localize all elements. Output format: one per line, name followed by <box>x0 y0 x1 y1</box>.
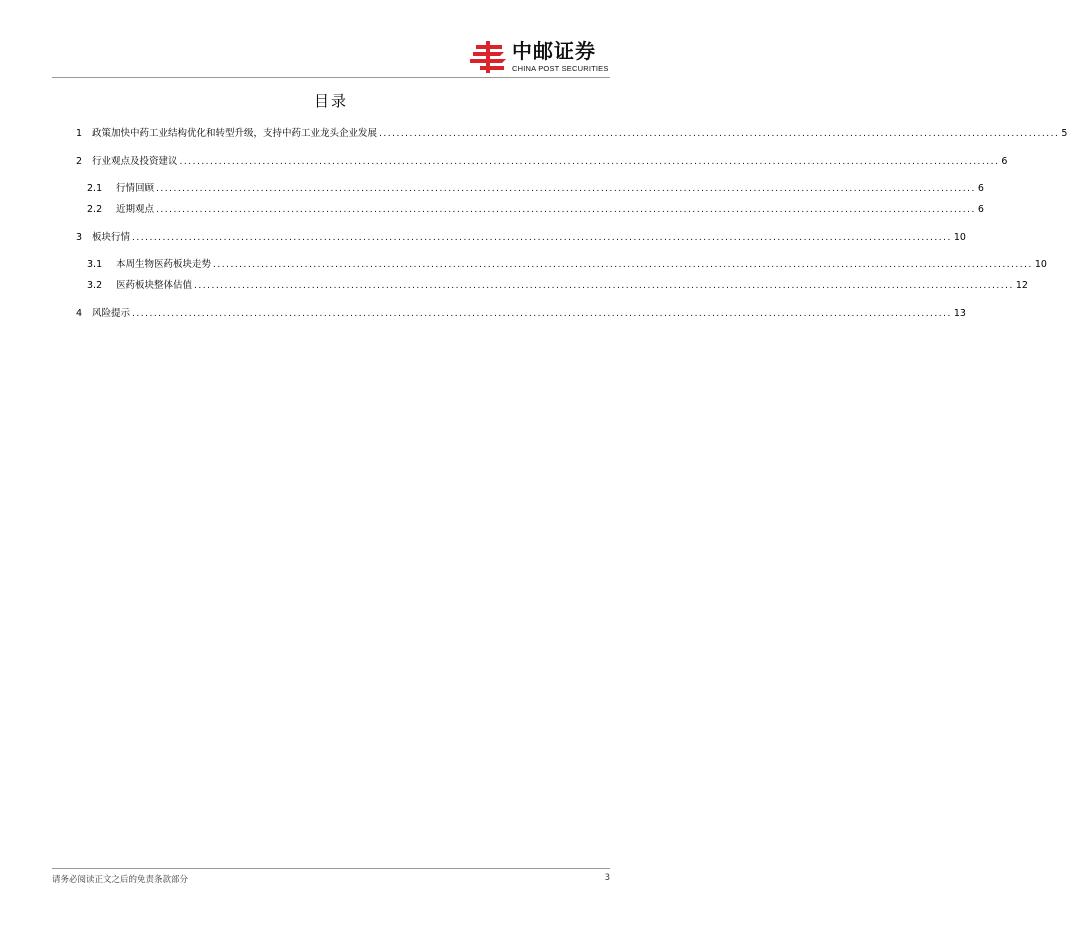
toc-entry[interactable] <box>87 279 1028 293</box>
toc-entry-text: 近期观点 <box>116 204 155 215</box>
toc-leader-dots: ............................................................................................................................................................................................ <box>194 281 1014 291</box>
toc-entry-number: 3.2 <box>87 280 103 291</box>
logo-english-name: CHINA POST SECURITIES <box>512 64 609 73</box>
toc-entry-page: 6 <box>977 183 984 194</box>
toc-leader-dots: ............................................................................................................................................................................................ <box>132 309 952 319</box>
toc-leader-dots: ............................................................................................................................................................................................ <box>156 205 976 215</box>
toc-entry[interactable] <box>76 155 1008 169</box>
toc-entry-text: 行业观点及投资建议 <box>92 156 178 167</box>
toc-leader-dots: ............................................................................................................................................................................................ <box>179 157 1000 167</box>
toc-entry-text: 行情回顾 <box>116 183 155 194</box>
toc-title: 目录 <box>313 92 348 110</box>
header-divider <box>52 77 610 78</box>
company-logo <box>470 40 610 76</box>
toc-entry-page: 12 <box>1015 280 1028 291</box>
toc-entry[interactable] <box>76 231 966 245</box>
toc-entry[interactable] <box>76 127 1067 141</box>
china-post-logo-icon <box>470 40 508 74</box>
toc-entry-number: 4 <box>76 308 83 319</box>
toc-entry-text: 本周生物医药板块走势 <box>116 259 212 270</box>
toc-entry[interactable] <box>87 182 984 196</box>
toc-entry-number: 2.1 <box>87 183 103 194</box>
toc-entry-number: 2 <box>76 156 83 167</box>
toc-leader-dots: ............................................................................................................................................................ <box>379 129 1060 139</box>
toc-leader-dots: ............................................................................................................................................................................................ <box>132 233 952 243</box>
toc-entry-number: 2.2 <box>87 204 103 215</box>
page-number: 3 <box>604 873 610 883</box>
toc-entry-page: 6 <box>1001 156 1008 167</box>
toc-entry-page: 10 <box>953 232 966 243</box>
toc-entry-text: 风险提示 <box>92 308 131 319</box>
toc-entry-page: 13 <box>953 308 966 319</box>
toc-entry-text: 政策加快中药工业结构优化和转型升级，支持中药工业龙头企业发展 <box>92 128 378 139</box>
toc-leader-dots: ............................................................................................................................................................................................ <box>213 260 1033 270</box>
footer-disclaimer: 请务必阅读正文之后的免责条款部分 <box>52 875 189 885</box>
toc-entry[interactable] <box>76 307 966 321</box>
toc-entry-text: 医药板块整体估值 <box>116 280 193 291</box>
toc-entry-page: 10 <box>1034 259 1047 270</box>
toc-entry-text: 板块行情 <box>92 232 131 243</box>
toc-leader-dots: ............................................................................................................................................................................................ <box>156 184 976 194</box>
toc-entry[interactable] <box>87 258 1047 272</box>
toc-entry-number: 3 <box>76 232 83 243</box>
toc-entry-number: 3.1 <box>87 259 103 270</box>
toc-entry[interactable] <box>87 203 984 217</box>
footer-divider <box>52 868 610 869</box>
toc-entry-number: 1 <box>76 128 83 139</box>
toc-entry-page: 5 <box>1061 128 1067 139</box>
logo-chinese-name: 中邮证券 <box>512 39 596 63</box>
toc-entry-page: 6 <box>977 204 984 215</box>
